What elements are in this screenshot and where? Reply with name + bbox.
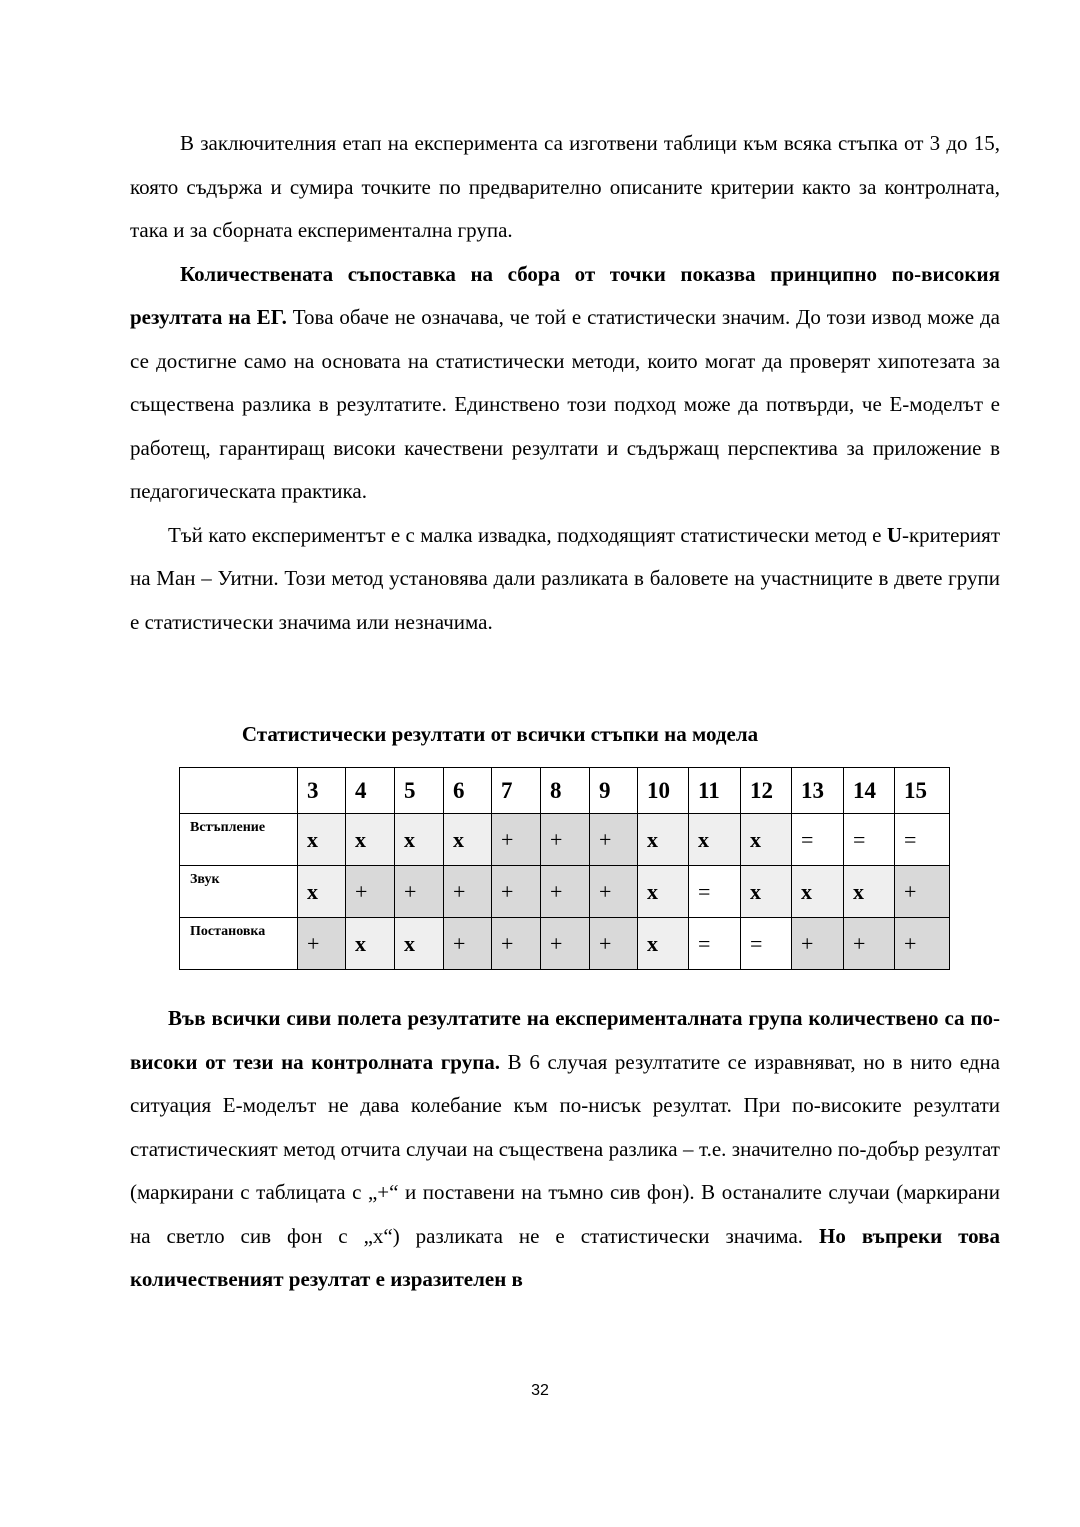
header-empty-cell: [180, 768, 298, 814]
header-step-4: 4: [346, 768, 395, 814]
paragraph-4-bold-end: Но въпреки това количественият резултат е изразителен в: [130, 1223, 1000, 1291]
header-step-10: 10: [638, 768, 689, 814]
table-cell: =: [689, 918, 741, 970]
table-cell: +: [541, 814, 590, 866]
paragraph-4-rest: В 6 случая резултатите се изравняват, но в нито една ситуация Е-моделът не дава колебание към по-нисък резултат. При по-високите резултати статистическият метод отчита случаи на съществена разлика – т.е. значително по-добър резултат (маркирани с таблицата с „+“ и поставени на тъмно сив фон). В останалите случаи (маркирани на светло сив фон с „х“) разликата не е статистически значима.: [130, 1049, 1001, 1248]
paragraph-4-bold: Във всички сиви полета резултатите на експерименталната група количествено са по-високи от тези на контролната група.: [130, 1006, 1000, 1074]
table-cell: +: [444, 866, 492, 918]
header-step-14: 14: [844, 768, 895, 814]
table-cell: x: [395, 814, 444, 866]
header-step-7: 7: [492, 768, 541, 814]
table-cell: x: [346, 814, 395, 866]
paragraph-2: [130, 253, 1000, 514]
table-cell: x: [638, 814, 689, 866]
header-step-13: 13: [792, 768, 844, 814]
row-staging: [180, 918, 950, 970]
table-cell: +: [395, 866, 444, 918]
table-cell: x: [792, 866, 844, 918]
paragraph-3-end: -критерият на Ман – Уитни. Този метод установява дали разликата в баловете на участниците в двете групи е статистически значима или незначима.: [130, 522, 1000, 634]
table-cell: =: [895, 814, 950, 866]
paragraph-2-rest: Това обаче не означава, че той е статистически значим. До този извод може да се достигне само на основата на статистически методи, които могат да проверят хипотезата за съществена разлика в резултатите. Единствено този подход може да потвърди, че Е-моделът е работещ, гарантиращ високи качествени резултати и съдържащ перспектива за приложение в педагогическата практика.: [130, 305, 1000, 503]
header-step-11: 11: [689, 768, 741, 814]
table-cell: +: [346, 866, 395, 918]
paragraph-3: [130, 514, 1000, 645]
table-body: [180, 814, 950, 970]
table-cell: +: [541, 866, 590, 918]
header-step-15: 15: [895, 768, 950, 814]
table-cell: +: [844, 918, 895, 970]
paragraph-3-start: Тъй като експериментът е с малка извадка, подходящият статистически метод е: [168, 522, 887, 547]
page-number: 32: [531, 1382, 549, 1399]
header-step-9: 9: [590, 768, 638, 814]
table-cell: =: [689, 866, 741, 918]
header-step-12: 12: [741, 768, 792, 814]
row-label: Встъпление: [180, 814, 298, 866]
table-cell: =: [792, 814, 844, 866]
table-cell: +: [444, 918, 492, 970]
table-cell: x: [689, 814, 741, 866]
table-cell: +: [590, 866, 638, 918]
table-cell: +: [492, 814, 541, 866]
table-caption: Статистически резултати от всички стъпки на модела: [241, 722, 759, 746]
table-cell: +: [492, 918, 541, 970]
paragraph-2-bold: Количествената съпоставка на сбора от точки показва принципно по-високия резултата на ЕГ.: [130, 261, 1000, 329]
header-step-3: 3: [298, 768, 346, 814]
table-cell: x: [444, 814, 492, 866]
table-cell: x: [741, 814, 792, 866]
table-header-row: [180, 768, 950, 814]
table-cell: x: [395, 918, 444, 970]
row-label: Звук: [180, 866, 298, 918]
table-cell: x: [844, 866, 895, 918]
conclusion-text: [130, 997, 1000, 1302]
table-cell: +: [541, 918, 590, 970]
table-cell: =: [844, 814, 895, 866]
header-step-8: 8: [541, 768, 590, 814]
header-step-5: 5: [395, 768, 444, 814]
paragraph-4: [130, 997, 1000, 1302]
table-cell: +: [792, 918, 844, 970]
intro-text: [130, 122, 1000, 644]
table-cell: +: [895, 866, 950, 918]
table-cell: +: [590, 918, 638, 970]
table-cell: =: [741, 918, 792, 970]
table-cell: x: [346, 918, 395, 970]
results-table: [179, 767, 950, 970]
row-sound: [180, 866, 950, 918]
table-cell: +: [895, 918, 950, 970]
table-cell: +: [492, 866, 541, 918]
row-label: Постановка: [180, 918, 298, 970]
table-cell: +: [298, 918, 346, 970]
table-cell: x: [741, 866, 792, 918]
table-cell: x: [638, 866, 689, 918]
paragraph-1: В заключителния етап на експеримента са изготвени таблици към всяка стъпка от 3 до 15, която съдържа и сумира точките по предварително описаните критерии както за контролната, така и за сборната експериментална група.: [130, 131, 1000, 242]
table-cell: x: [638, 918, 689, 970]
table-cell: +: [590, 814, 638, 866]
row-introduction: [180, 814, 950, 866]
header-step-6: 6: [444, 768, 492, 814]
table-cell: x: [298, 866, 346, 918]
paragraph-3-u: U: [886, 522, 902, 547]
table-cell: x: [298, 814, 346, 866]
